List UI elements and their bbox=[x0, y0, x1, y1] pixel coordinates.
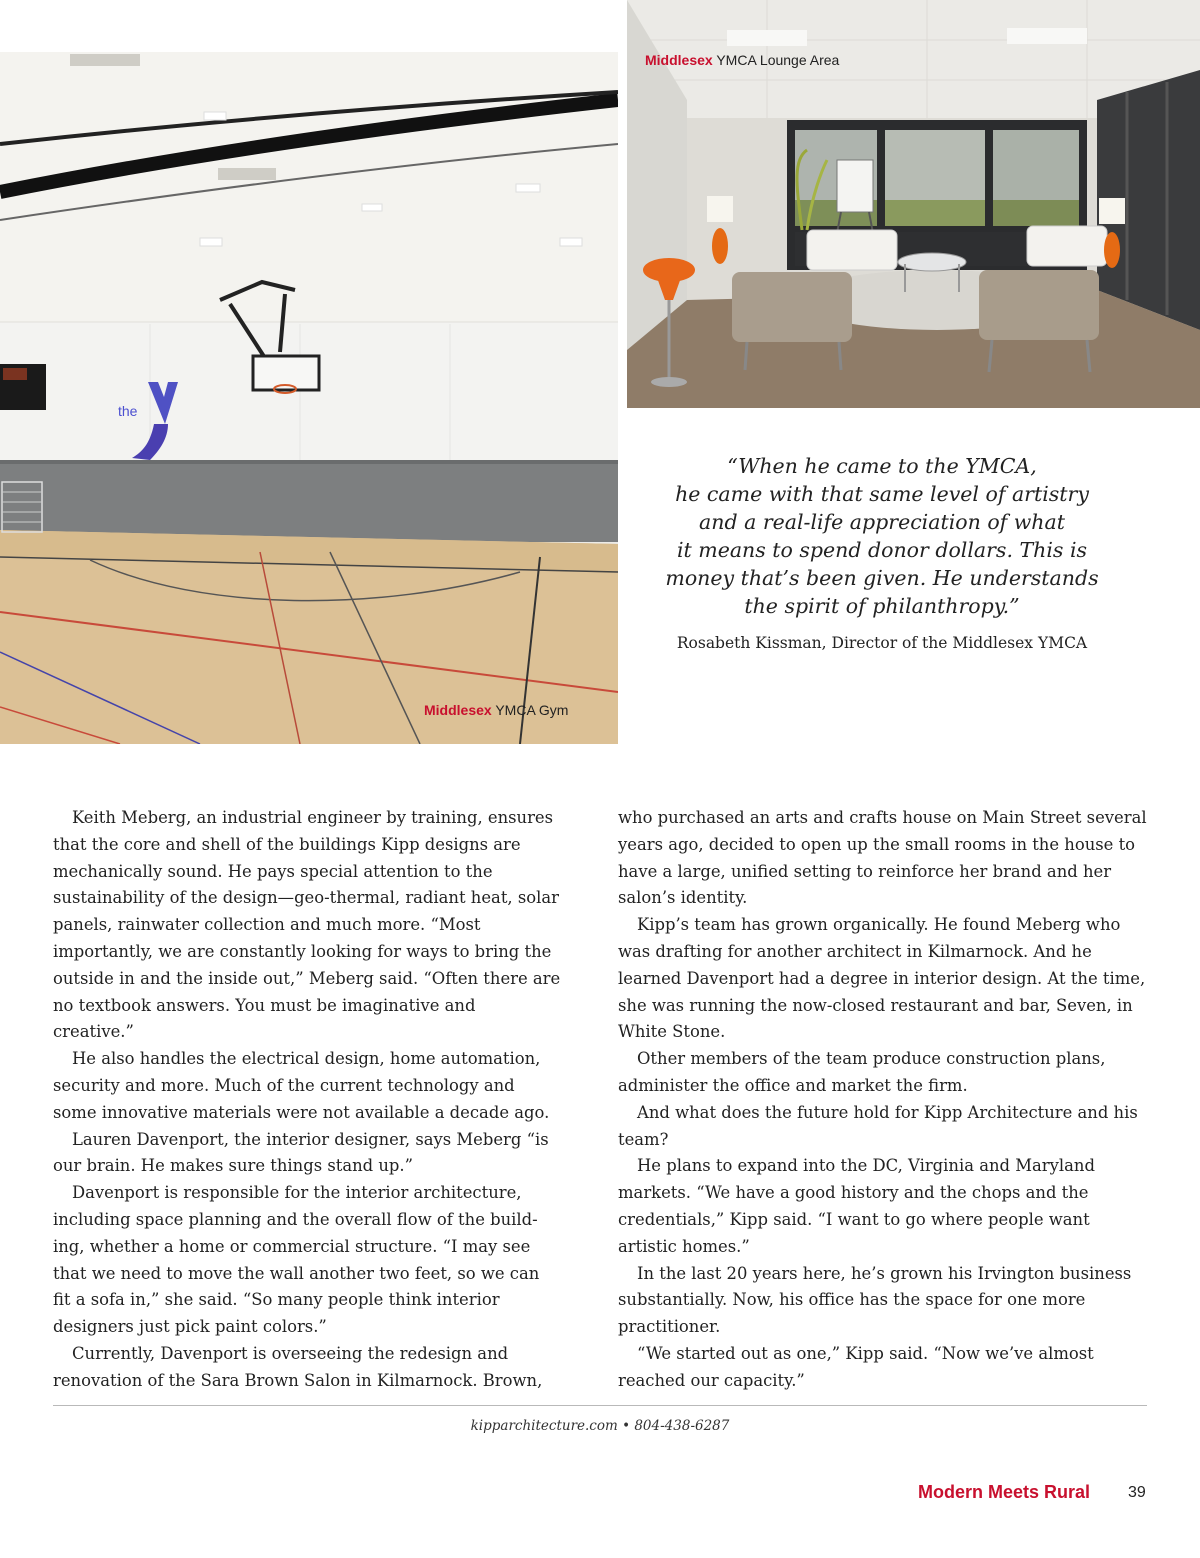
quote-line: money that’s been given. He understands bbox=[665, 566, 1099, 590]
gym-caption bbox=[424, 702, 568, 718]
paragraph: He also handles the electrical design, home automation, security and more. Much of the current technology and some innovative materials were not available a decade ago. bbox=[53, 1049, 550, 1122]
pull-quote-text bbox=[660, 452, 1104, 620]
paragraph: Keith Meberg, an industrial engineer by training, ensures that the core and shell of the buildings Kipp designs are mechanically sound. He pays special attention to the sustainability of the design—geo-thermal, radiant heat, solar panels, rainwater collection and much more. “Most importantly, we are constantly looking for ways to bring the outside in and the inside out,” Meberg said. “Often there are no textbook answers. You must be imaginative and creative.” bbox=[53, 808, 561, 1042]
lounge-caption bbox=[645, 52, 839, 68]
lounge-caption-brand: Middlesex bbox=[645, 52, 713, 68]
lounge-photo bbox=[627, 0, 1200, 408]
footer-divider bbox=[53, 1405, 1147, 1406]
paragraph: He plans to expand into the DC, Virginia and Maryland markets. “We have a good history and the chops and the credentials,” Kipp said. “I want to go where people want artistic homes.” bbox=[618, 1156, 1095, 1256]
paragraph: Currently, Davenport is overseeing the redesign and renovation of the Sara Brown Salon in Kilmarnock. Brown, bbox=[53, 1343, 543, 1390]
gym-illustration bbox=[0, 52, 618, 744]
paragraph: Kipp’s team has grown organically. He found Meberg who was drafting for another architect in Kilmarnock. And he learned Davenport had a degree in interior design. At the time, she was running the now-closed restaurant and bar, Seven, in White Stone. bbox=[618, 915, 1146, 1042]
quote-line: it means to spend donor dollars. This is bbox=[676, 538, 1088, 562]
gym-caption-brand: Middlesex bbox=[424, 702, 492, 718]
quote-line: the spirit of philanthropy.” bbox=[744, 594, 1020, 618]
paragraph: And what does the future hold for Kipp Architecture and his team? bbox=[618, 1102, 1138, 1149]
paragraph: “We started out as one,” Kipp said. “Now we’ve almost reached our capacity.” bbox=[618, 1343, 1094, 1390]
paragraph: Lauren Davenport, the interior designer, says Meberg “is our brain. He makes sure things stand up.” bbox=[53, 1129, 549, 1176]
footer-contact: kipparchitecture.com • 804-438-6287 bbox=[470, 1418, 730, 1434]
paragraph-continuation: who purchased an arts and crafts house on Main Street several years ago, decided to open up the small rooms in the house to have a large, unified setting to reinforce her brand and her salon’s identity. bbox=[618, 808, 1147, 908]
quote-line: and a real-life appreciation of what bbox=[699, 510, 1065, 534]
pull-quote bbox=[660, 452, 1104, 652]
quote-line: he came with that same level of artistry bbox=[675, 482, 1089, 506]
paragraph: Davenport is responsible for the interior architecture, including space planning and the overall flow of the build-ing, whether a home or commercial structure. “I may see that we need to move the wall another two feet, so we can fit a sofa in,” she said. “So many people think interior designers just pick paint colors.” bbox=[53, 1183, 540, 1337]
body-column-right bbox=[618, 805, 1150, 1395]
paragraph: Other members of the team produce construction plans, administer the office and market the firm. bbox=[618, 1049, 1106, 1095]
lounge-caption-text: YMCA Lounge Area bbox=[716, 52, 840, 68]
ymca-logo-text: the bbox=[118, 403, 138, 419]
magazine-title: Modern Meets Rural bbox=[918, 1482, 1091, 1502]
paragraph: In the last 20 years here, he’s grown his Irvington business substantially. Now, his office has the space for one more practitioner. bbox=[618, 1263, 1132, 1337]
gym-photo bbox=[0, 52, 618, 744]
page-number: 39 bbox=[1128, 1484, 1146, 1501]
gym-caption-text: YMCA Gym bbox=[495, 702, 569, 718]
body-column-left bbox=[53, 805, 561, 1395]
quote-line: “When he came to the YMCA, bbox=[727, 454, 1037, 478]
pull-quote-attribution: Rosabeth Kissman, Director of the Middlesex YMCA bbox=[676, 634, 1088, 652]
